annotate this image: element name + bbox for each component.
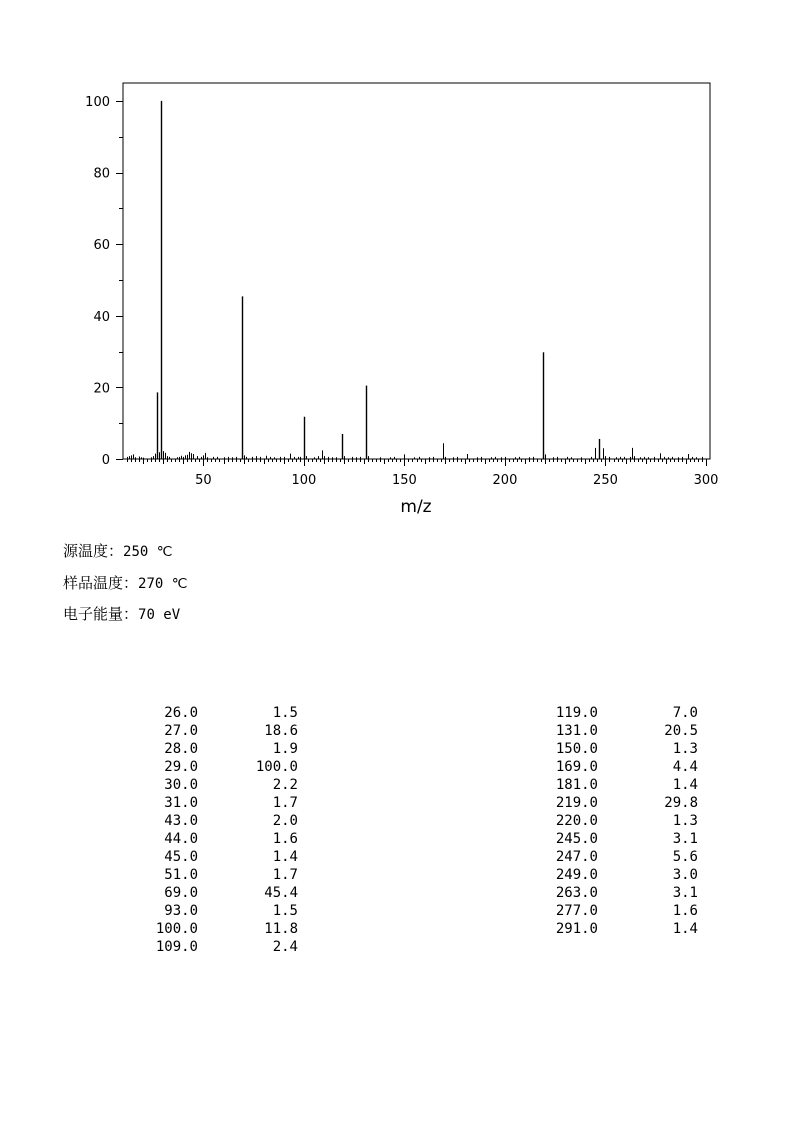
peak-abundance: 2.2 — [272, 777, 298, 793]
y-tick-label: 0 — [101, 453, 110, 468]
spectrum-bars — [128, 101, 703, 459]
peak-abundance: 1.4 — [272, 849, 298, 865]
peak-table-row — [100, 812, 298, 830]
peak-abundance: 5.6 — [672, 849, 698, 865]
mass-spectrum-chart — [0, 0, 794, 530]
x-tick-label: 200 — [492, 473, 518, 488]
peak-abundance: 1.4 — [672, 777, 698, 793]
peak-abundance: 18.6 — [264, 723, 298, 739]
peak-mz: 169.0 — [555, 759, 598, 775]
peak-mz: 181.0 — [555, 777, 598, 793]
peak-mz: 150.0 — [555, 741, 598, 757]
peak-abundance: 1.6 — [672, 903, 698, 919]
peak-table-row — [500, 812, 698, 830]
peak-table-row — [100, 830, 298, 848]
peak-mz: 100.0 — [155, 921, 198, 937]
plot-frame — [123, 83, 710, 459]
peak-table-row — [500, 722, 698, 740]
peak-abundance: 11.8 — [264, 921, 298, 937]
peak-abundance: 1.3 — [672, 741, 698, 757]
peak-table-row — [100, 704, 298, 722]
peak-mz: 247.0 — [555, 849, 598, 865]
peak-mz: 249.0 — [555, 867, 598, 883]
peak-abundance: 29.8 — [664, 795, 698, 811]
y-axis — [85, 95, 123, 468]
peak-mz: 69.0 — [164, 885, 198, 901]
peak-table-row — [100, 866, 298, 884]
peak-table-row — [100, 722, 298, 740]
peak-mz: 263.0 — [555, 885, 598, 901]
peak-abundance: 1.6 — [272, 831, 298, 847]
peak-table-row — [100, 776, 298, 794]
peak-mz: 245.0 — [555, 831, 598, 847]
x-axis — [128, 459, 719, 488]
peak-mz: 93.0 — [164, 903, 198, 919]
peak-table-left — [100, 704, 298, 956]
peak-table-row — [100, 758, 298, 776]
peak-mz: 109.0 — [155, 939, 198, 955]
peak-table-row — [500, 866, 698, 884]
peak-abundance: 45.4 — [264, 885, 298, 901]
peak-abundance: 1.5 — [272, 903, 298, 919]
peak-mz: 119.0 — [555, 705, 598, 721]
peak-mz: 30.0 — [164, 777, 198, 793]
peak-table-row — [500, 884, 698, 902]
peak-mz: 220.0 — [555, 813, 598, 829]
peak-table-right — [500, 704, 698, 938]
x-tick-label: 300 — [693, 473, 719, 488]
electron-energy — [63, 605, 180, 624]
y-tick-label: 60 — [93, 238, 110, 254]
peak-abundance: 3.0 — [672, 867, 698, 883]
peak-abundance: 1.3 — [672, 813, 698, 829]
peak-abundance: 2.4 — [272, 939, 298, 955]
x-tick-label: 50 — [195, 473, 212, 488]
x-axis-label: m/z — [400, 497, 432, 517]
peak-table-row — [500, 704, 698, 722]
peak-abundance: 1.4 — [672, 921, 698, 937]
peak-mz: 131.0 — [555, 723, 598, 739]
peak-table-row — [500, 776, 698, 794]
peak-mz: 26.0 — [164, 705, 198, 721]
peak-table-row — [500, 740, 698, 758]
sample-temperature-value: 270 ℃ — [138, 576, 188, 592]
peak-abundance: 3.1 — [672, 885, 698, 901]
y-tick-label: 100 — [85, 94, 110, 110]
y-tick-label: 80 — [93, 166, 110, 182]
peak-mz: 45.0 — [164, 849, 198, 865]
peak-abundance: 100.0 — [255, 759, 298, 775]
peak-abundance: 3.1 — [672, 831, 698, 847]
peak-mz: 277.0 — [555, 903, 598, 919]
peak-mz: 31.0 — [164, 795, 198, 811]
peak-mz: 219.0 — [555, 795, 598, 811]
peak-abundance: 2.0 — [272, 813, 298, 829]
peak-abundance: 1.7 — [272, 795, 298, 811]
peak-table-row — [100, 884, 298, 902]
peak-mz: 51.0 — [164, 867, 198, 883]
peak-table-row — [500, 848, 698, 866]
peak-table-row — [500, 758, 698, 776]
peak-table-row — [100, 920, 298, 938]
peak-mz: 291.0 — [555, 921, 598, 937]
source-temperature — [63, 542, 172, 561]
y-tick-label: 40 — [93, 309, 110, 325]
peak-table-row — [100, 938, 298, 956]
x-tick-label: 150 — [392, 473, 417, 488]
peak-abundance: 20.5 — [664, 723, 698, 739]
peak-table-row — [500, 920, 698, 938]
peak-table-row — [100, 740, 298, 758]
electron-energy-value: 70 eV — [138, 607, 181, 623]
peak-mz: 28.0 — [164, 741, 198, 757]
peak-mz: 43.0 — [164, 813, 198, 829]
sample-temperature — [63, 574, 187, 593]
y-tick-label: 20 — [93, 381, 110, 397]
peak-abundance: 4.4 — [672, 759, 698, 775]
source-temperature-value: 250 ℃ — [123, 544, 173, 560]
peak-table-row — [500, 830, 698, 848]
peak-table-row — [100, 794, 298, 812]
peak-abundance: 1.7 — [272, 867, 298, 883]
peak-abundance: 1.9 — [272, 741, 298, 757]
sample-temperature-label: 样品温度： — [63, 574, 139, 592]
electron-energy-label: 电子能量： — [63, 605, 139, 623]
peak-table-row — [500, 794, 698, 812]
peak-mz: 27.0 — [164, 723, 198, 739]
peak-abundance: 7.0 — [672, 705, 698, 721]
peak-table-row — [100, 848, 298, 866]
peak-mz: 29.0 — [164, 759, 198, 775]
peak-table-row — [500, 902, 698, 920]
peak-table-row — [100, 902, 298, 920]
peak-abundance: 1.5 — [272, 705, 298, 721]
x-tick-label: 100 — [291, 473, 317, 488]
peak-mz: 44.0 — [164, 831, 198, 847]
x-tick-label: 250 — [593, 473, 618, 488]
source-temperature-label: 源温度： — [63, 542, 124, 560]
